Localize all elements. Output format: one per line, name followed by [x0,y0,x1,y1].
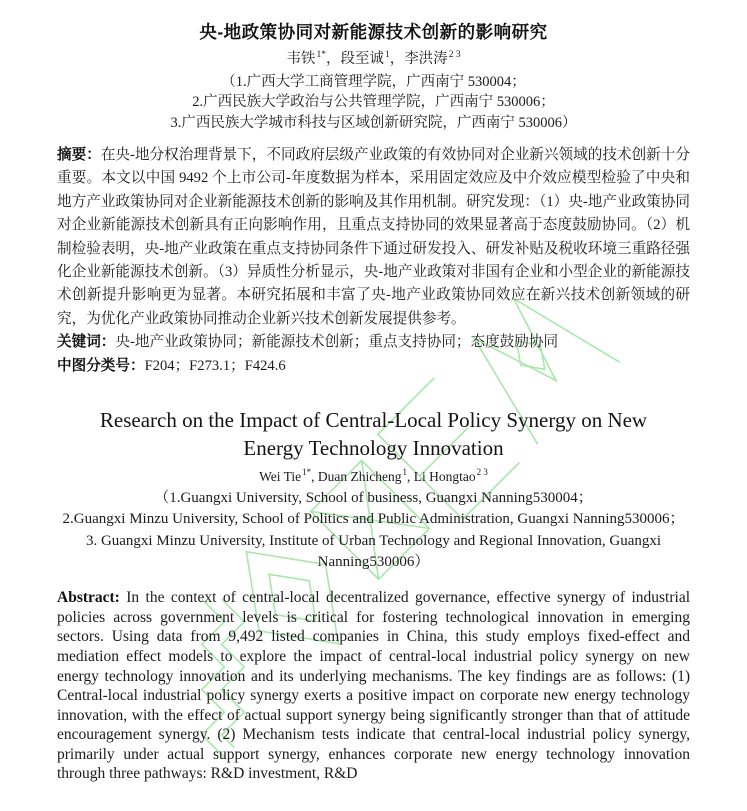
author-en-1: Wei Tie$^{1*}$, [259,467,318,484]
author-superscript: 1 [384,50,390,61]
chinese-keywords-label: 关键词： [57,334,116,351]
chinese-affiliation-line: （1.广西大学工商管理学院，广西南宁 530004； [221,74,526,90]
chinese-abstract [57,144,690,331]
english-abstract-label: Abstract: [57,589,120,607]
chinese-abstract-label: 摘要： [57,146,101,163]
english-title: Research on the Impact of Central-Local Policy Synergy on New Energy Technology Innovation [99,407,648,461]
chinese-clc-number [57,355,690,378]
english-abstract-text: In the context of central-local decentralized governance, effective synergy of industrial policies across government levels is critical for fostering technological innovation in emerging sectors. Using data from 9,492 listed companies in China, this study employs fixed-effect and mediation effect models to explore the impact of central-local industrial policy synergy on new energy technology innovation and its underlying mechanisms. The key findings are as follows: (1) Central-local industrial policy synergy exerts a positive impact on corporate new energy technology innovation, with the effect of actual support synergy being significantly stronger than that of attitude encouragement synergy. (2) Mechanism tests indicate that central-local industrial policy synergy, primarily under actual support synergy, enhances corporate new energy technology innovation through three pathways: R&D investment, R&D [57,589,691,783]
chinese-affiliations [57,72,690,133]
author-en-2: Duan Zhicheng$^1$, [317,467,414,484]
english-abstract [57,588,690,784]
english-author-line [57,467,690,486]
english-affiliation-line: （1.Guangxi University, School of business, Guangxi Nanning530004； [154,489,593,506]
author-superscript: 2 3 [476,467,488,478]
author-cn-3: 李洪涛$^{2 3}$ [404,50,461,67]
author-superscript: 2 3 [448,50,461,61]
english-affiliation-line: 2.Guangxi Minzu University, School of Politics and Public Administration, Guangxi Nanning530006； [62,511,685,528]
chinese-clc-label: 中图分类号： [57,357,145,374]
english-affiliations [57,488,690,573]
author-cn-2: 段至诚$^1$， [340,50,405,67]
chinese-affiliation-line: 3.广西民族大学城市科技与区域创新研究院，广西南宁 530006） [170,114,577,131]
chinese-abstract-text: 在央-地分权治理背景下，不同政府层级产业政策的有效协同对企业新兴领域的技术创新十分重要。本文以中国 9492 个上市公司-年度数据为样本，采用固定效应及中介效应模型检验了中央和地方产业政策协同对企业新能源技术创新的影响及其作用机制。研究发现：（1）央-地产业政策协同对企业新能源技术创新具有正向影响作用，且重点支持协同的效果显著高于态度鼓励协同。（2）机制检验表明，央-地产业政策在重点支持协同条件下通过研发投入、研发补贴及税收环境三重路径强化企业新能源技术创新。（3）异质性分析显示，央-地产业政策对非国有企业和小型企业的新能源技术创新提升影响更为显著。本研究拓展和丰富了央-地产业政策协同效应在新兴技术创新领域的研究，为优化产业政策协同推动企业新兴技术创新发展提供参考。 [57,146,690,327]
author-cn-1: 韦铁$^{1*}$， [286,50,341,67]
chinese-clc-text: F204；F273.1；F424.6 [144,357,286,374]
author-en-3: Li Hongtao$^{2 3}$ [413,467,488,484]
chinese-author-line [57,49,690,69]
chinese-keywords [57,331,690,354]
author-superscript: 1* [316,50,326,61]
chinese-keywords-text: 央-地产业政策协同；新能源技术创新；重点支持协同；态度鼓励协同 [115,334,559,351]
chinese-title: 央-地政策协同对新能源技术创新的影响研究 [199,22,548,42]
author-superscript: 1 [402,467,408,478]
chinese-affiliation-line: 2.广西民族大学政治与公共管理学院，广西南宁 530006； [192,94,555,111]
english-affiliation-line: 3. Guangxi Minzu University, Institute of Urban Technology and Regional Innovation, Guangxi Nanning530006） [85,532,662,570]
author-superscript: 1* [302,467,312,478]
